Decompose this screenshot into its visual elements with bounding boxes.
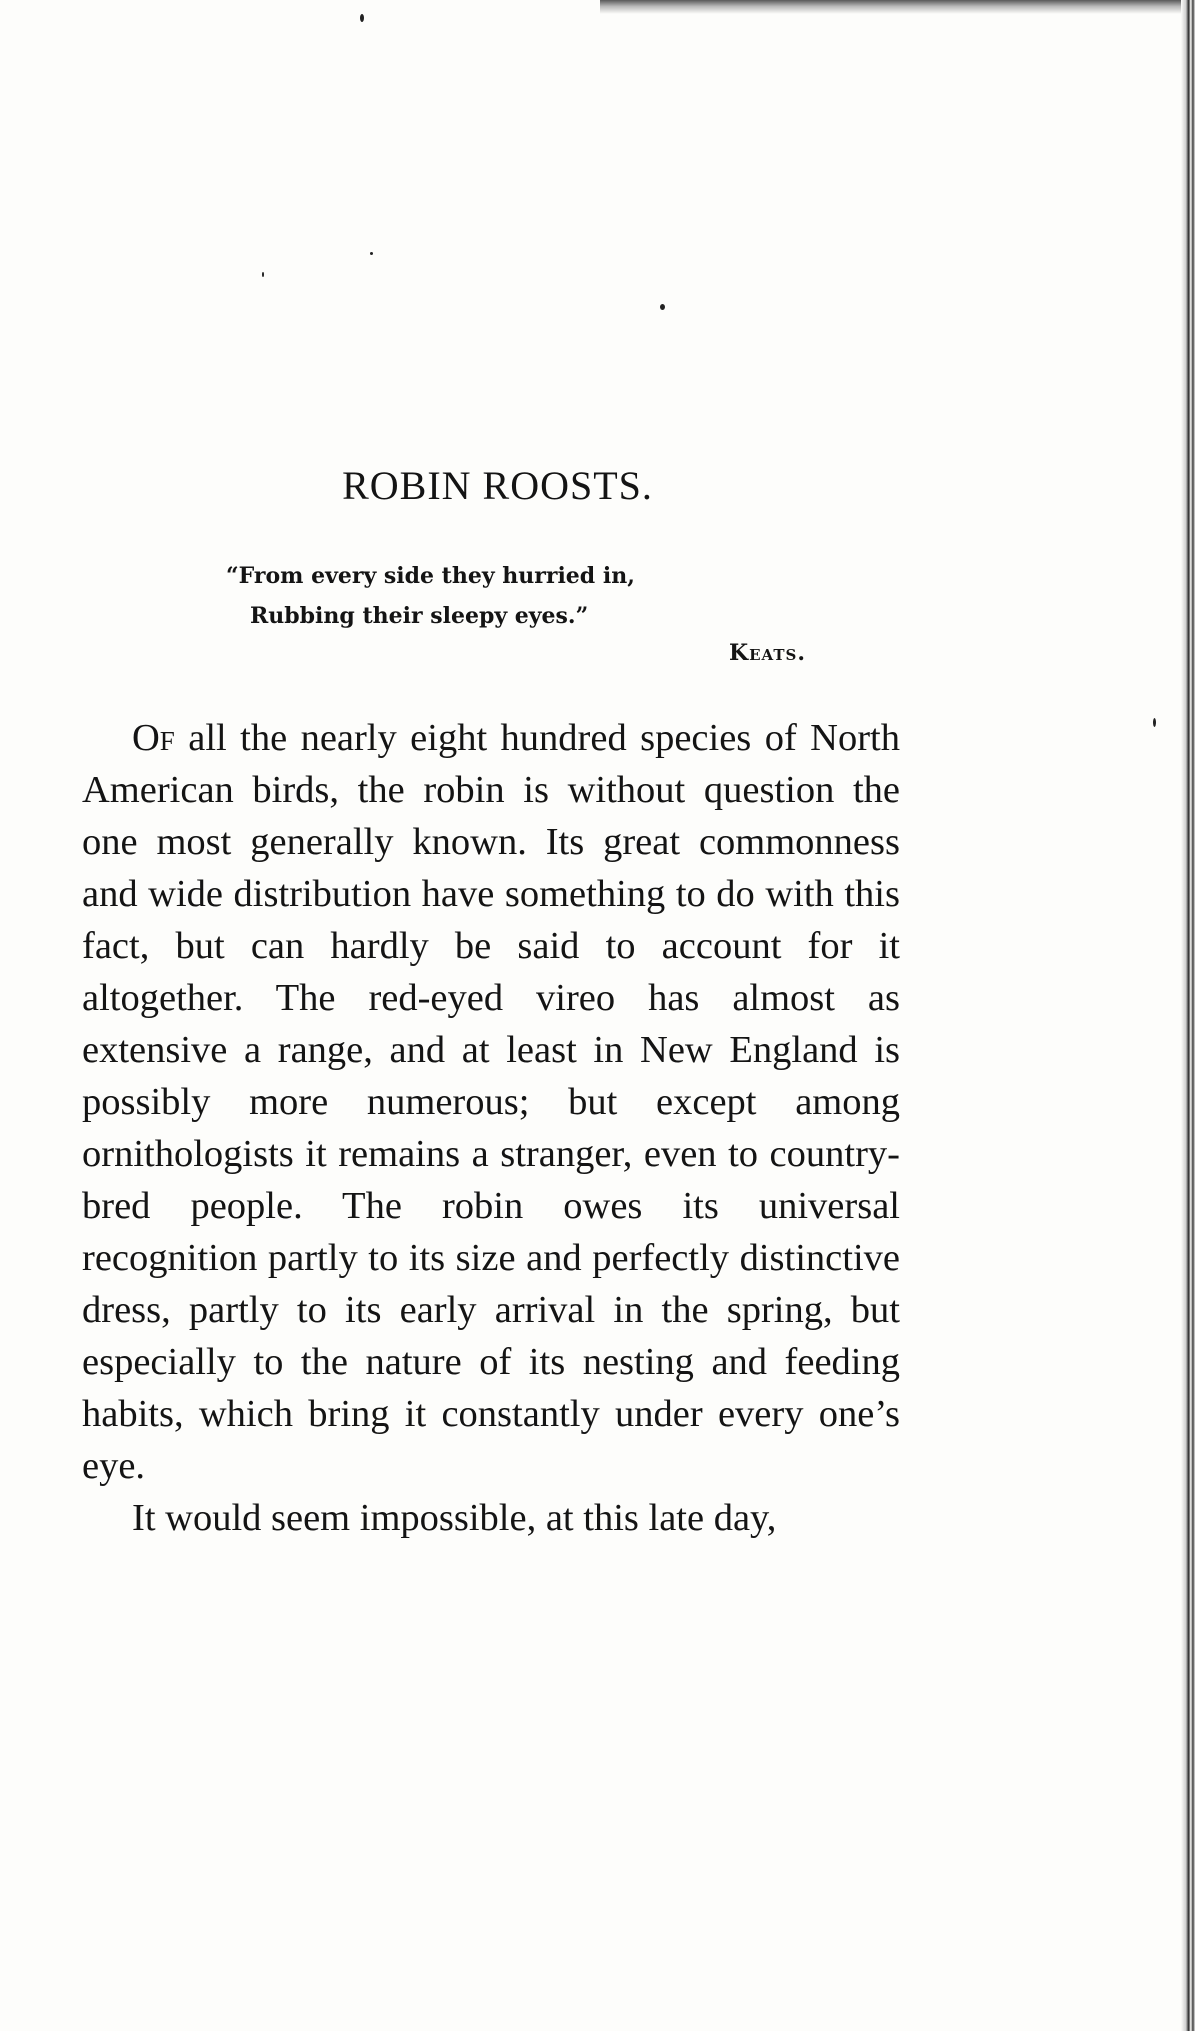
ink-speck xyxy=(370,252,373,255)
epigraph-line-1: “From every side they hurried in, xyxy=(226,563,635,589)
ink-speck xyxy=(1153,718,1156,727)
ink-speck xyxy=(360,14,364,22)
chapter-title: ROBIN ROOSTS. xyxy=(342,463,653,508)
ink-speck xyxy=(660,304,665,310)
ink-speck xyxy=(262,272,264,277)
paragraph-text: all the nearly eight hundred species of North American birds, the robin is without question the one most generally known. Its great commonness and wide distribution have something to do with this fact, but can hardly be said to account for it altogether. The red-eyed vireo has almost as extensive a range, and at least in New England is possibly more numerous; but except among ornithologists it remains a stranger, even to country-bred people. The robin owes its universal recognition partly to its size and perfectly distinctive dress, partly to its early arrival in the spring, but especially to the nature of its nesting and feeding habits, which bring it constantly under every one’s eye. xyxy=(82,717,900,1487)
body-text xyxy=(82,712,900,1544)
paragraph xyxy=(82,712,900,1492)
paragraph xyxy=(82,1492,900,1544)
epigraph xyxy=(226,556,826,636)
epigraph-line-2: Rubbing their sleepy eyes.” xyxy=(250,603,589,629)
paragraph-text: It would seem impossible, at this late day, xyxy=(132,1497,777,1539)
page-edge-binding xyxy=(1181,0,1195,2031)
epigraph-attribution: Keats. xyxy=(728,640,806,666)
paragraph-lead-word: Of xyxy=(132,717,175,759)
page-top-shadow xyxy=(600,0,1195,14)
